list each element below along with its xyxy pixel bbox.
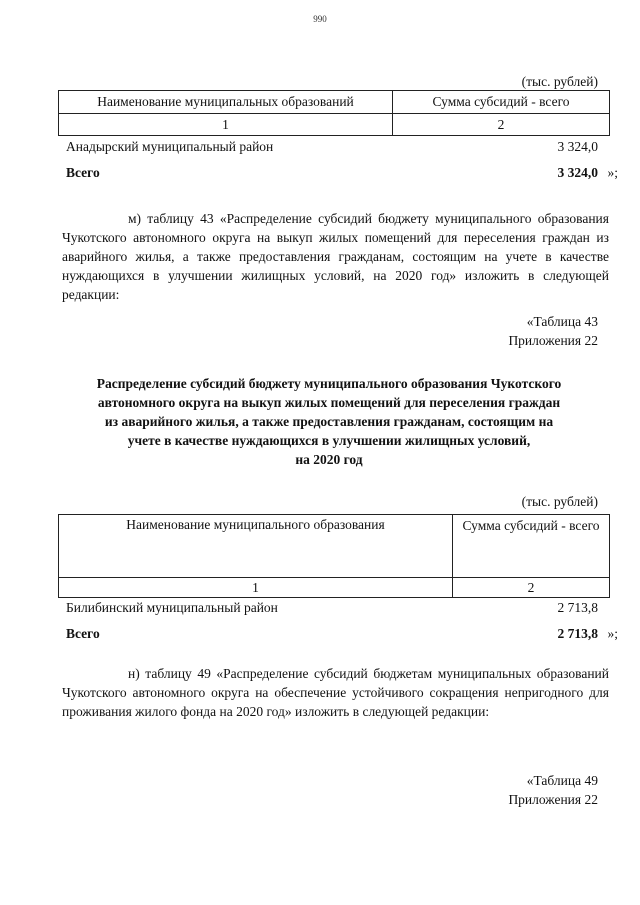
table1-total-label: Всего [66, 165, 100, 180]
table1-col-number-1: 1 [59, 114, 393, 136]
table1-row-value: 3 324,0 [557, 139, 598, 154]
table1-header-name: Наименование муниципальных образований [59, 91, 393, 114]
table49-reference [508, 771, 598, 809]
table2-col-number-1: 1 [59, 578, 453, 598]
heading-line-2: автономного округа на выкуп жилых помещений для переселения граждан [97, 395, 561, 410]
table1-total-closing-quote: »; [607, 165, 618, 180]
paragraph-n: н) таблицу 49 «Распределение субсидий бюджетам муниципальных образований Чукотского автономного округа на обеспечение устойчивого сокращения непригодного для проживания жилого фонда на 2020 год» изложить в следующей редакции: [62, 666, 609, 719]
heading-line-4: учете в качестве нуждающихся в улучшении жилищных условий, [127, 433, 531, 448]
table43-reference [508, 312, 598, 350]
table2-row-name: Билибинский муниципальный район [66, 600, 278, 615]
table2-row [66, 600, 626, 618]
table1-header-sum: Сумма субсидий - всего [393, 91, 610, 114]
table43-label: «Таблица 43 [526, 314, 598, 329]
table2-total-value: 2 713,8 [557, 626, 598, 641]
table1-unit: (тыс. рублей) [521, 74, 598, 89]
table2-total-closing-quote: »; [607, 626, 618, 641]
table2-col-number-2: 2 [453, 578, 610, 598]
page-number: 990 [313, 14, 327, 24]
table2-row-value: 2 713,8 [557, 600, 598, 615]
table1-col-number-2: 2 [393, 114, 610, 136]
paragraph-m: м) таблицу 43 «Распределение субсидий бюджету муниципального образования Чукотского автономного округа на выкуп жилых помещений для переселения граждан из аварийного жилья, а также предоставления гражданам, состоящим на учете в качестве нуждающихся в улучшении жилищных условий, на 2020 год» изложить в следующей редакции: [62, 211, 609, 302]
table49-label: «Таблица 49 [526, 773, 598, 788]
table1 [58, 90, 610, 136]
table1-total-value: 3 324,0 [557, 165, 598, 180]
heading-line-5: на 2020 год [295, 452, 363, 467]
heading-line-1: Распределение субсидий бюджету муниципального образования Чукотского [96, 376, 562, 391]
table2-header-name: Наименование муниципального образования [59, 515, 453, 578]
table1-total [66, 165, 626, 183]
table1-row-name: Анадырский муниципальный район [66, 139, 274, 154]
heading-line-3: из аварийного жилья, а также предоставления гражданам, состоящим на [104, 414, 554, 429]
table2-header-sum: Сумма субсидий - всего [453, 515, 610, 578]
table2-total [66, 626, 626, 644]
table1-row [66, 139, 626, 157]
table2-unit: (тыс. рублей) [521, 494, 598, 509]
table2-total-label: Всего [66, 626, 100, 641]
table43-heading [48, 374, 610, 469]
table49-appendix: Приложения 22 [508, 792, 598, 807]
table43-appendix: Приложения 22 [508, 333, 598, 348]
table2 [58, 514, 610, 598]
